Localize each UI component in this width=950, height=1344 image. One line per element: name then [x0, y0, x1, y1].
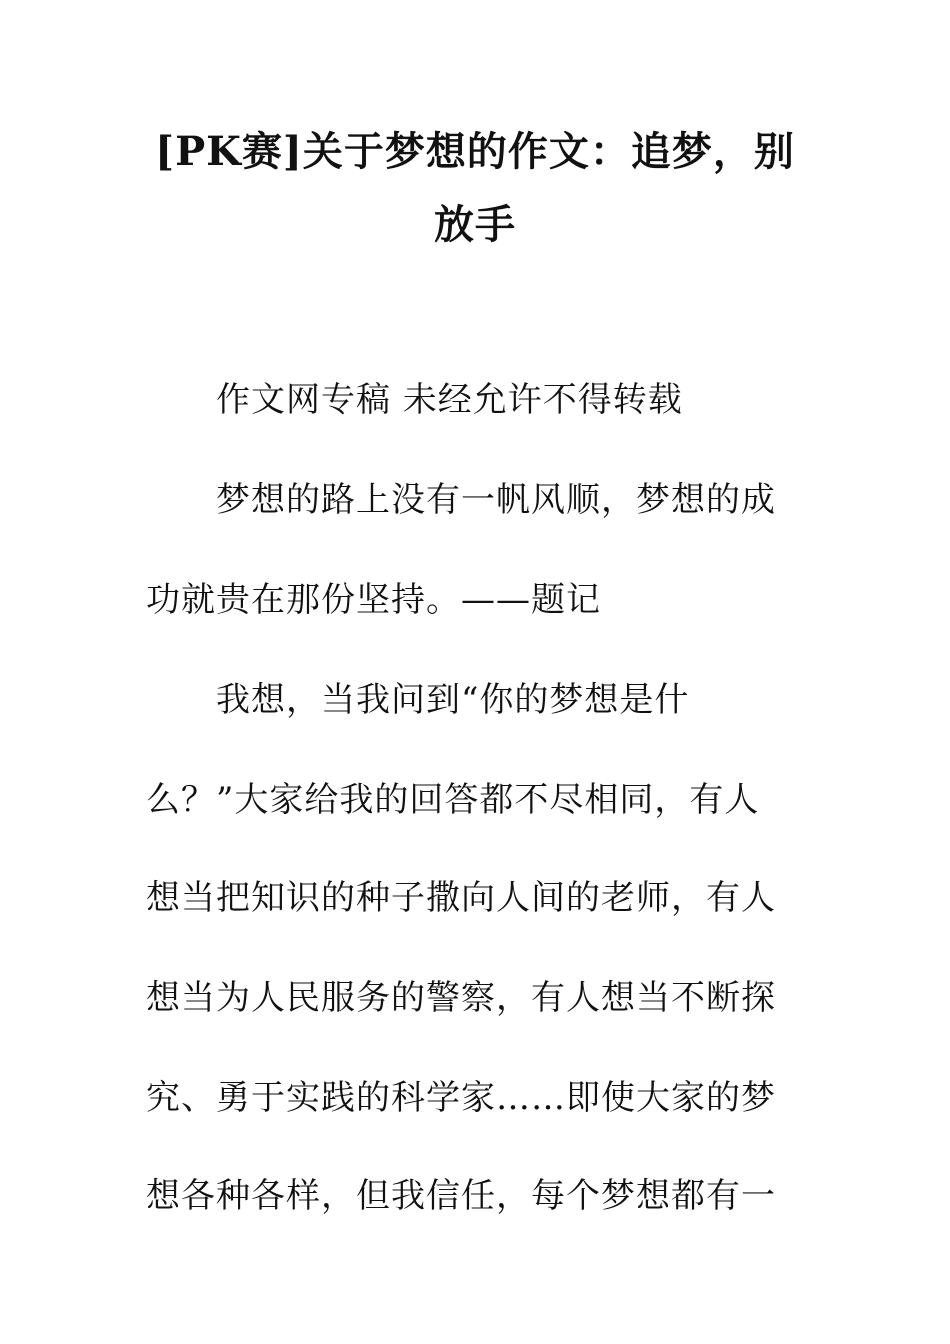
paragraph-line: 想当把知识的种子撒向人间的老师，有人 — [146, 878, 776, 918]
paragraph-line: 究、勇于实践的科学家……即使大家的梦 — [146, 1078, 776, 1118]
paragraph-line: 功就贵在那份坚持。——题记 — [146, 580, 601, 620]
paragraph-line: 想当为人民服务的警察，有人想当不断探 — [146, 978, 776, 1018]
document-title-line-1: [PK赛]关于梦想的作文：追梦，别 — [155, 128, 795, 175]
paragraph-line: 想各种各样，但我信任，每个梦想都有一 — [146, 1176, 776, 1216]
copyright-notice: 作文网专稿 未经允许不得转载 — [216, 380, 683, 420]
paragraph-line: 么？”大家给我的回答都不尽相同，有人 — [146, 780, 760, 820]
document-title-line-2: 放手 — [434, 201, 516, 248]
paragraph-line: 我想，当我问到“你的梦想是什 — [216, 680, 690, 720]
paragraph-line: 梦想的路上没有一帆风顺，梦想的成 — [216, 480, 776, 520]
